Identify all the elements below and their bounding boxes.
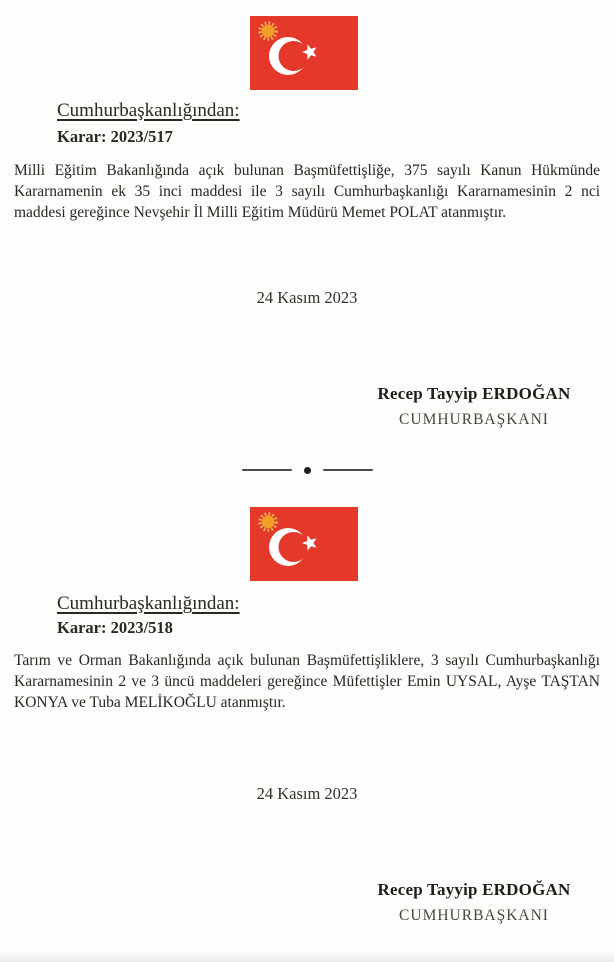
signatory-name: Recep Tayyip ERDOĞAN	[377, 384, 571, 403]
signature-block	[340, 384, 608, 429]
signatory-name: Recep Tayyip ERDOĞAN	[377, 880, 571, 899]
decree-date: 24 Kasım 2023	[256, 288, 358, 307]
separator-left-rule	[242, 469, 292, 471]
turkish-flag-icon	[250, 507, 358, 581]
decree-body-text: Tarım ve Orman Bakanlığında açık bulunan Başmüfettişliklere, 3 sayılı Cumhurbaşkanlığı Kararnamesinin 2 ve 3 üncü maddeleri gereğince Müfettişler Emin UYSAL, Ayşe TAŞTAN KONYA ve Tuba MELİKOĞLU atanmıştır.	[14, 652, 600, 711]
authority-heading: Cumhurbaşkanlığından:	[57, 100, 240, 121]
signatory-title: CUMHURBAŞKANI	[399, 411, 549, 428]
signature-block	[340, 880, 608, 925]
decision-number: Karar: 2023/518	[57, 618, 173, 637]
authority-heading: Cumhurbaşkanlığından:	[57, 593, 240, 614]
decree-body-text: Milli Eğitim Bakanlığında açık bulunan Başmüfettişliğe, 375 sayılı Kanun Hükmünde Kararnamenin ek 35 inci maddesi ile 3 sayılı Cumhurbaşkanlığı Kararnamesinin 2 nci maddesi gereğince Nevşehir İl Milli Eğitim Müdürü Memet POLAT atanmıştır.	[14, 162, 600, 221]
photo-bottom-edge	[0, 951, 614, 962]
turkish-flag-icon	[250, 16, 358, 90]
decree-date: 24 Kasım 2023	[256, 784, 358, 803]
separator-right-rule	[323, 469, 373, 471]
section-separator	[0, 465, 614, 475]
signatory-title: CUMHURBAŞKANI	[399, 907, 549, 924]
decision-number: Karar: 2023/517	[57, 127, 173, 146]
separator-dot	[304, 467, 311, 474]
